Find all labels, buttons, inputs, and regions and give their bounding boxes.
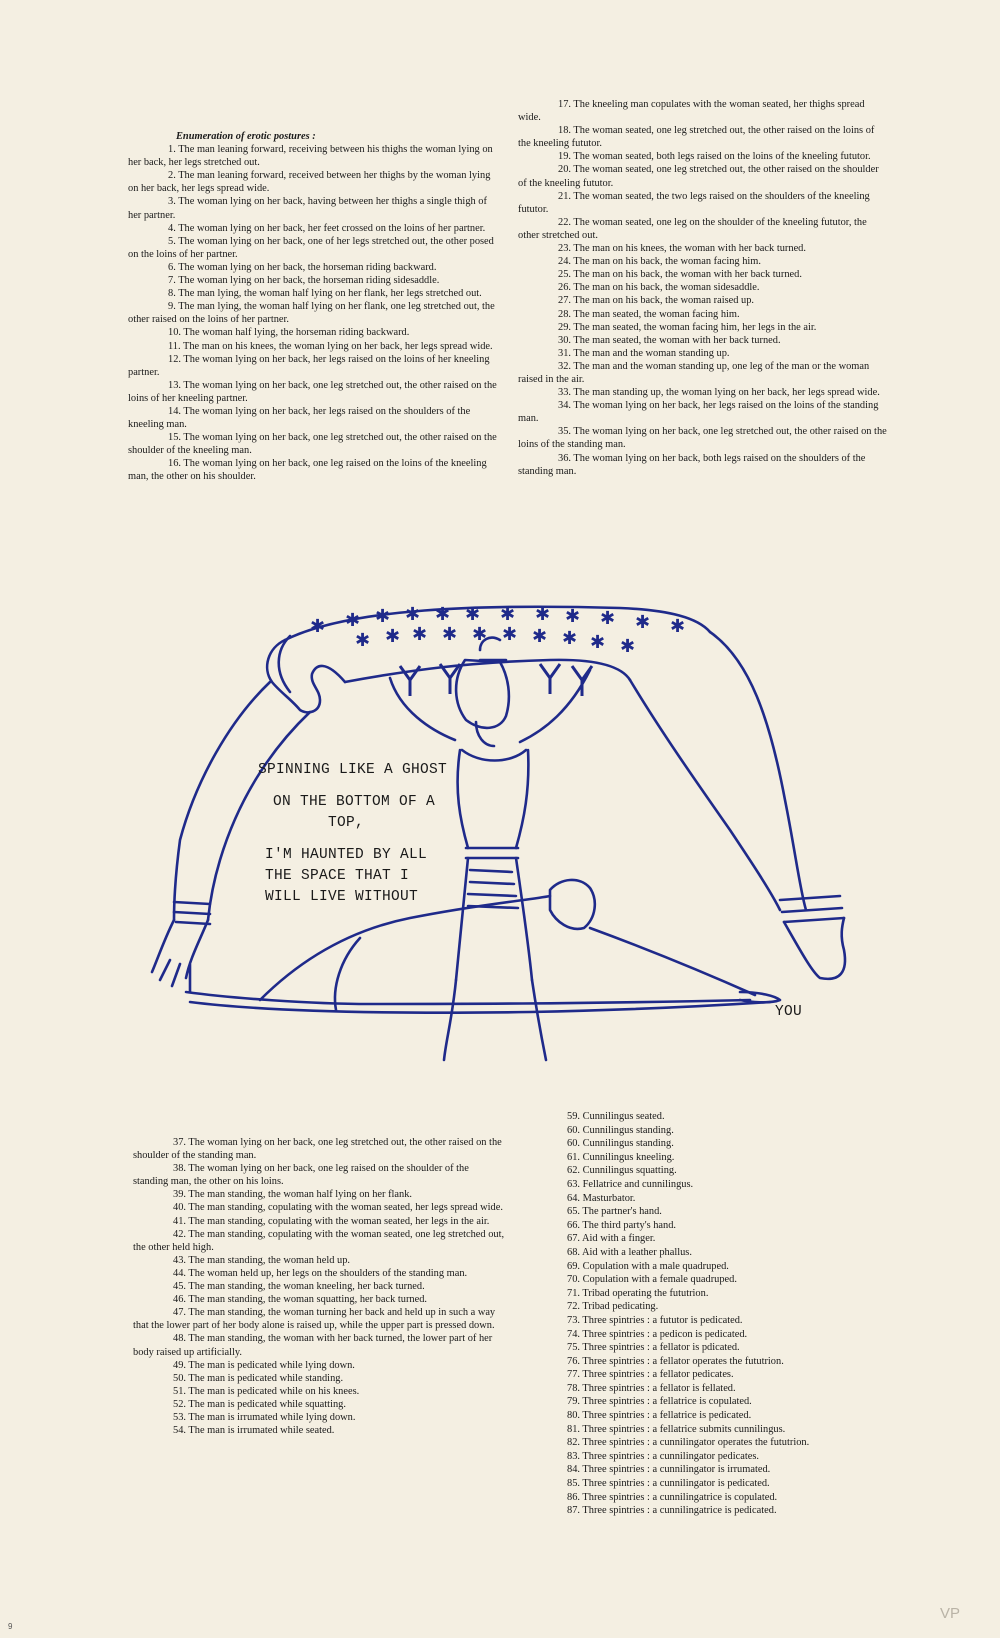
shu-kilt bbox=[456, 858, 532, 980]
list-item: 43. The man standing, the woman held up. bbox=[173, 1254, 350, 1266]
list-item: 3. The woman lying on her back, having between her thighs a single thigh of her partner. bbox=[128, 196, 487, 221]
list-item: 62. Cunnilingus squatting. bbox=[567, 1165, 677, 1177]
corner-initials: VP bbox=[940, 1605, 961, 1622]
list-item: 30. The man seated, the woman with her back turned. bbox=[558, 334, 781, 346]
shu-arm-right bbox=[520, 670, 590, 742]
list-item: 2. The man leaning forward, received between her thighs by the woman lying on her back, her legs spread wide. bbox=[128, 170, 491, 195]
list-item: 21. The woman seated, the two legs raised on the shoulders of the kneeling fututor. bbox=[518, 190, 870, 215]
list-item: 82. Three spintries : a cunnilingator operates the fututrion. bbox=[567, 1437, 810, 1449]
list-item: 12. The woman lying on her back, her legs raised on the loins of her kneeling partner. bbox=[128, 353, 490, 378]
list-item: 86. Three spintries : a cunnilingatrice is copulated. bbox=[567, 1491, 778, 1503]
sky-goddess-anklet bbox=[780, 896, 844, 922]
list-item: 37. The woman lying on her back, one leg stretched out, the other raised on the shoulder of the standing man. bbox=[133, 1137, 502, 1162]
list-item: 18. The woman seated, one leg stretched out, the other raised on the loins of the kneeling fututor. bbox=[518, 125, 875, 150]
star-icon: ✱ bbox=[412, 624, 428, 645]
sky-goddess-foot bbox=[784, 918, 845, 979]
list-item: 76. Three spintries : a fellator operates the fututrion. bbox=[567, 1355, 784, 1367]
star-icon: ✱ bbox=[310, 616, 326, 637]
list-item: 72. Tribad pedicating. bbox=[567, 1301, 659, 1313]
list-item: 87. Three spintries : a cunnilingatrice is pedicated. bbox=[567, 1505, 777, 1517]
list-item: 48. The man standing, the woman with her back turned, the lower part of her body raised up artificially. bbox=[133, 1333, 493, 1358]
list-item: 1. The man leaning forward, receiving between his thighs the woman lying on her back, her legs stretched out. bbox=[128, 144, 493, 169]
list-item: 84. Three spintries : a cunnilingator is irrumated. bbox=[567, 1464, 771, 1476]
star-field bbox=[310, 604, 685, 657]
star-icon: ✱ bbox=[442, 624, 458, 645]
list-item: 4. The woman lying on her back, her feet crossed on the loins of her partner. bbox=[168, 222, 486, 234]
star-icon: ✱ bbox=[345, 610, 361, 631]
list-item: 25. The man on his back, the woman with her back turned. bbox=[558, 269, 802, 281]
star-icon: ✱ bbox=[590, 632, 606, 653]
earth-god-knee bbox=[335, 938, 360, 1010]
list-item: 26. The man on his back, the woman sidesaddle. bbox=[558, 282, 760, 294]
earth-god-arm bbox=[590, 928, 755, 995]
list-item: 78. Three spintries : a fellator is fellated. bbox=[567, 1382, 736, 1394]
list-column-2 bbox=[518, 98, 888, 478]
list-item: 40. The man standing, copulating with the woman seated, her legs spread wide. bbox=[173, 1202, 503, 1214]
list-item: 14. The woman lying on her back, her legs raised on the shoulders of the kneeling man. bbox=[128, 405, 471, 431]
you-label: YOU bbox=[775, 1004, 803, 1020]
star-icon: ✱ bbox=[620, 636, 636, 657]
list-item: 23. The man on his knees, the woman with her back turned. bbox=[558, 243, 806, 255]
list-item: 10. The woman half lying, the horseman riding backward. bbox=[168, 327, 410, 339]
list-item: 65. The partner's hand. bbox=[567, 1206, 662, 1218]
list-item: 22. The woman seated, one leg on the shoulder of the kneeling fututor, the other stretched out. bbox=[518, 216, 867, 241]
list-item: 20. The woman seated, one leg stretched out, the other raised on the shoulder of the kneeling fututor. bbox=[518, 164, 879, 189]
list-item: 46. The man standing, the woman squatting, her back turned. bbox=[173, 1294, 428, 1306]
sky-goddess-hand bbox=[152, 920, 208, 992]
list-item: 47. The man standing, the woman turning her back and held up in such a way that the lower part of her body alone is raised up, while the upper part is pressed down. bbox=[133, 1307, 496, 1332]
list-item: 77. Three spintries : a fellator pedicates. bbox=[567, 1369, 734, 1381]
list-item: 28. The man seated, the woman facing him. bbox=[558, 308, 740, 320]
list-item: 44. The woman held up, her legs on the shoulders of the standing man. bbox=[173, 1267, 468, 1279]
list-item: 74. Three spintries : a pedicon is pedicated. bbox=[567, 1328, 748, 1340]
star-icon: ✱ bbox=[535, 604, 551, 625]
star-icon: ✱ bbox=[562, 628, 578, 649]
list-item: 15. The woman lying on her back, one leg stretched out, the other raised on the shoulder of the kneeling man. bbox=[128, 432, 497, 457]
list-item: 36. The woman lying on her back, both legs raised on the shoulders of the standing man. bbox=[518, 452, 866, 477]
sky-goddess-leg-inner bbox=[630, 680, 780, 910]
list-item: 85. Three spintries : a cunnilingator is pedicated. bbox=[567, 1478, 770, 1490]
was-sceptre-glyph bbox=[572, 666, 592, 696]
list-item: 70. Copulation with a female quadruped. bbox=[567, 1274, 737, 1286]
list-item: 29. The man seated, the woman facing him, her legs in the air. bbox=[558, 321, 817, 333]
star-icon: ✱ bbox=[385, 626, 401, 647]
list-item: 39. The man standing, the woman half lying on her flank. bbox=[173, 1189, 413, 1201]
list-item: 59. Cunnilingus seated. bbox=[567, 1111, 665, 1122]
page-number: 9 bbox=[8, 1622, 13, 1631]
nut-geb-shu-illustration bbox=[150, 600, 910, 1120]
list-item: 83. Three spintries : a cunnilingator pedicates. bbox=[567, 1450, 759, 1462]
list-item: 79. Three spintries : a fellatrice is copulated. bbox=[567, 1396, 752, 1408]
list-item: 53. The man is irrumated while lying down. bbox=[173, 1411, 356, 1423]
star-icon: ✱ bbox=[355, 630, 371, 651]
list-item: 45. The man standing, the woman kneeling, her back turned. bbox=[173, 1281, 425, 1293]
list-heading: Enumeration of erotic postures : bbox=[176, 131, 316, 142]
list-item: 41. The man standing, copulating with the woman seated, her legs in the air. bbox=[173, 1215, 490, 1227]
was-sceptre-glyph bbox=[540, 664, 560, 694]
list-item: 35. The woman lying on her back, one leg stretched out, the other raised on the loins of the standing man. bbox=[518, 426, 887, 451]
poem-line-4: I'M HAUNTED BY ALL bbox=[265, 847, 428, 863]
list-item: 19. The woman seated, both legs raised on the loins of the kneeling fututor. bbox=[558, 151, 871, 163]
list-column-4 bbox=[567, 1110, 907, 1518]
list-item: 5. The woman lying on her back, one of her legs stretched out, the other posed on the loins of her partner. bbox=[128, 235, 494, 260]
sky-goddess-arm-outer bbox=[174, 682, 270, 920]
star-icon: ✱ bbox=[405, 604, 421, 625]
star-icon: ✱ bbox=[670, 616, 686, 637]
ground-line bbox=[186, 992, 750, 1004]
list-item: 60. Cunnilingus standing. bbox=[567, 1138, 674, 1150]
list-column-1 bbox=[128, 130, 498, 484]
list-item: 33. The man standing up, the woman lying on her back, her legs spread wide. bbox=[558, 387, 880, 399]
list-item: 75. Three spintries : a fellator is pdicated. bbox=[567, 1342, 740, 1354]
list-item: 17. The kneeling man copulates with the woman seated, her thighs spread wide. bbox=[518, 99, 865, 124]
list-item: 50. The man is pedicated while standing. bbox=[173, 1372, 344, 1384]
list-item: 69. Copulation with a male quadruped. bbox=[567, 1260, 729, 1272]
star-icon: ✱ bbox=[532, 626, 548, 647]
shu-legs bbox=[444, 980, 546, 1060]
list-item: 11. The man on his knees, the woman lying on her back, her legs spread wide. bbox=[168, 340, 493, 352]
list-item: 80. Three spintries : a fellatrice is pedicated. bbox=[567, 1410, 752, 1422]
list-item: 8. The man lying, the woman half lying on her flank, her legs stretched out. bbox=[168, 288, 482, 300]
list-item: 49. The man is pedicated while lying down. bbox=[173, 1359, 355, 1371]
list-item: 51. The man is pedicated while on his knees. bbox=[173, 1385, 360, 1397]
sky-goddess-leg-outer bbox=[710, 632, 806, 910]
list-item: 16. The woman lying on her back, one leg raised on the loins of the kneeling man, the other on his shoulder. bbox=[128, 458, 487, 483]
list-item: 54. The man is irrumated while seated. bbox=[173, 1425, 335, 1437]
list-item: 6. The woman lying on her back, the horseman riding backward. bbox=[168, 261, 437, 273]
star-icon: ✱ bbox=[502, 624, 518, 645]
poem-line-5: THE SPACE THAT I bbox=[265, 868, 410, 884]
list-item: 13. The woman lying on her back, one leg stretched out, the other raised on the loins of her kneeling partner. bbox=[128, 379, 497, 404]
list-item: 38. The woman lying on her back, one leg raised on the shoulder of the standing man, the other on his loins. bbox=[133, 1163, 469, 1188]
list-item: 68. Aid with a leather phallus. bbox=[567, 1246, 692, 1258]
earth-god-back bbox=[260, 896, 550, 1000]
list-item: 34. The woman lying on her back, her legs raised on the loins of the standing man. bbox=[518, 400, 879, 425]
sky-goddess-head bbox=[267, 640, 345, 712]
list-item: 71. Tribad operating the fututrion. bbox=[567, 1287, 709, 1299]
star-icon: ✱ bbox=[472, 624, 488, 645]
list-column-3 bbox=[133, 1136, 505, 1437]
star-icon: ✱ bbox=[635, 612, 651, 633]
star-icon: ✱ bbox=[565, 606, 581, 627]
star-icon: ✱ bbox=[465, 604, 481, 625]
list-item: 61. Cunnilingus kneeling. bbox=[567, 1151, 675, 1163]
list-item: 32. The man and the woman standing up, one leg of the man or the woman raised in the air. bbox=[518, 360, 870, 385]
list-item: 64. Masturbator. bbox=[567, 1192, 636, 1204]
egyptian-sky-figure bbox=[150, 600, 910, 1120]
list-item: 67. Aid with a finger. bbox=[567, 1233, 656, 1245]
list-item: 42. The man standing, copulating with the woman seated, one leg stretched out, the other held high. bbox=[133, 1228, 505, 1253]
poem-line-3: TOP, bbox=[328, 815, 365, 831]
list-item: 66. The third party's hand. bbox=[567, 1219, 677, 1231]
list-item: 7. The woman lying on her back, the horseman riding sidesaddle. bbox=[168, 275, 440, 287]
sky-goddess-hair bbox=[279, 636, 290, 692]
list-item: 52. The man is pedicated while squatting. bbox=[173, 1398, 346, 1410]
star-icon: ✱ bbox=[500, 604, 516, 625]
list-item: 63. Fellatrice and cunnilingus. bbox=[567, 1178, 694, 1190]
poem-line-1: SPINNING LIKE A GHOST bbox=[258, 762, 448, 778]
list-item: 73. Three spintries : a fututor is pedicated. bbox=[567, 1314, 743, 1326]
shu-belt bbox=[466, 848, 518, 858]
earth-god-head bbox=[550, 880, 595, 929]
poem-line-2: ON THE BOTTOM OF A bbox=[273, 794, 436, 810]
poem-line-6: WILL LIVE WITHOUT bbox=[265, 889, 419, 905]
star-icon: ✱ bbox=[435, 604, 451, 625]
list-item: 24. The man on his back, the woman facing him. bbox=[558, 256, 761, 268]
star-icon: ✱ bbox=[375, 606, 391, 627]
shu-arm-left bbox=[390, 678, 455, 740]
list-item: 9. The man lying, the woman half lying on her flank, one leg stretched out, the other raised on the loins of her partner. bbox=[128, 301, 495, 326]
list-item: 27. The man on his back, the woman raised up. bbox=[558, 295, 755, 307]
shu-collar bbox=[462, 750, 526, 761]
list-item: 31. The man and the woman standing up. bbox=[558, 347, 730, 359]
star-icon: ✱ bbox=[600, 608, 616, 629]
shu-head bbox=[456, 660, 509, 728]
list-item: 81. Three spintries : a fellatrice submits cunnilingus. bbox=[567, 1423, 786, 1435]
list-item: 60. Cunnilingus standing. bbox=[567, 1124, 674, 1136]
shu-torso bbox=[458, 750, 529, 848]
sky-goddess-bracelet bbox=[174, 902, 210, 924]
